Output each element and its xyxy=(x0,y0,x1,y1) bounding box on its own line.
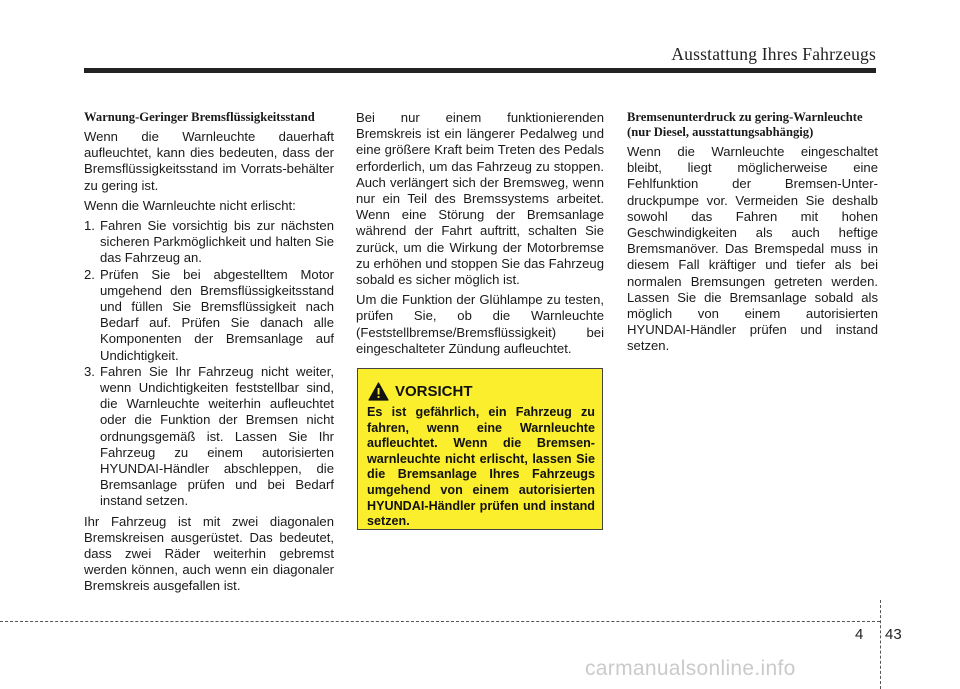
caution-box xyxy=(357,368,603,530)
list-text: Fahren Sie vorsichtig bis zur nächsten sicheren Parkmöglichkeit und halten Sie das Fahrzeug an. xyxy=(100,218,334,266)
paragraph: Wenn die Warnleuchte eingeschaltet bleibt, liegt möglicherweise eine Fehlfunktion der Bremsen-Unter-druckpumpe vor. Vermeiden Sie deshalb sowohl das Fahren mit hohen Geschwindigkeiten als auch heftige Bremsmanöver. Das Bremspedal muss in diesem Fall kräftiger und tiefer als bei normalen Bremsungen getreten werden. Lassen Sie die Bremsanlage sobald als möglich von einem autorisierten HYUNDAI-Händler prüfen und instand setzen. xyxy=(627,144,878,354)
column-left xyxy=(84,110,334,599)
watermark: carmanualsonline.info xyxy=(585,657,796,680)
list-number: 1. xyxy=(84,218,95,234)
caution-text: Es ist gefährlich, ein Fahrzeug zu fahren, wenn eine Warnleuchte aufleuchtet. Wenn die Bremsen-warnleuchte nicht erlischt, lassen Sie die Bremsanlage Ihres Fahrzeugs umgehend von einem autorisierten HYUNDAI-Händler prüfen und instand setzen. xyxy=(367,405,595,529)
caution-title: VORSICHT xyxy=(395,383,473,400)
list-item xyxy=(84,267,334,364)
heading-brake-fluid: Warnung-Geringer Bremsflüssigkeitsstand xyxy=(84,110,315,124)
caution-header xyxy=(368,382,473,401)
paragraph: Wenn die Warnleuchte dauerhaft aufleuchtet, kann dies bedeuten, dass der Bremsflüssigkeitsstand im Vorrats-behälter zu gering ist. xyxy=(84,129,334,193)
instruction-list xyxy=(84,218,334,510)
header-rule xyxy=(84,68,876,73)
paragraph: Bei nur einem funktionierenden Bremskreis ist ein längerer Pedalweg und eine größere Kraft beim Treten des Pedals erforderlich, um das Fahrzeug zu stoppen. Auch verlängert sich der Bremsweg, wenn nur ein Teil des Bremssystems arbeitet. Wenn eine Störung der Bremsanlage während der Fahrt auftritt, schalten Sie zurück, um die Wirkung der Motorbremse zu erhöhen und stoppen Sie das Fahrzeug sobald es sicher möglich ist. xyxy=(356,110,604,288)
footer-rule xyxy=(0,621,880,622)
section-title: Ausstattung Ihres Fahrzeugs xyxy=(671,44,876,64)
list-number: 2. xyxy=(84,266,95,282)
paragraph: Ihr Fahrzeug ist mit zwei diagonalen Bremskreisen ausgerüstet. Das bedeutet, dass zwei Räder weiterhin gebremst werden können, auch wenn ein diagonaler Bremskreis ausgefallen ist. xyxy=(84,513,334,594)
footer-divider xyxy=(880,600,881,689)
list-text: Fahren Sie Ihr Fahrzeug nicht weiter, wenn Undichtigkeiten feststellbar sind, die Warnleuchte weiterhin aufleuchtet oder die Funktion der Bremsen nicht ordnungsgemäß ist. Lassen Sie Ihr Fahrzeug zu einem autorisierten HYUNDAI-Händler abschleppen, die Bremsanlage prüfen und bei Bedarf instand setzen. xyxy=(100,363,334,509)
paragraph: Wenn die Warnleuchte nicht erlischt: xyxy=(84,197,296,213)
column-middle xyxy=(356,110,604,361)
page-number: 43 xyxy=(885,626,902,643)
list-item xyxy=(84,218,334,267)
chapter-number: 4 xyxy=(855,626,864,643)
list-text: Prüfen Sie bei abgestelltem Motor umgehend den Bremsflüssigkeitsstand und füllen Sie Bremsflüssigkeit nach Bedarf auf. Prüfen Sie danach alle Komponenten der Bremsanlage auf Undichtigkeit. xyxy=(100,266,334,363)
list-item xyxy=(84,364,334,510)
column-right xyxy=(627,110,878,359)
warning-triangle-icon xyxy=(368,382,389,401)
heading-vacuum-warning: Bremsenunterdruck zu gering-Warnleuchte (nur Diesel, ausstattungsabhängig) xyxy=(627,110,863,139)
list-number: 3. xyxy=(84,363,95,379)
paragraph: Um die Funktion der Glühlampe zu testen, prüfen Sie, ob die Warnleuchte (Feststellbremse/Bremsflüssigkeit) bei eingeschalteter Zündung aufleuchtet. xyxy=(356,292,604,356)
